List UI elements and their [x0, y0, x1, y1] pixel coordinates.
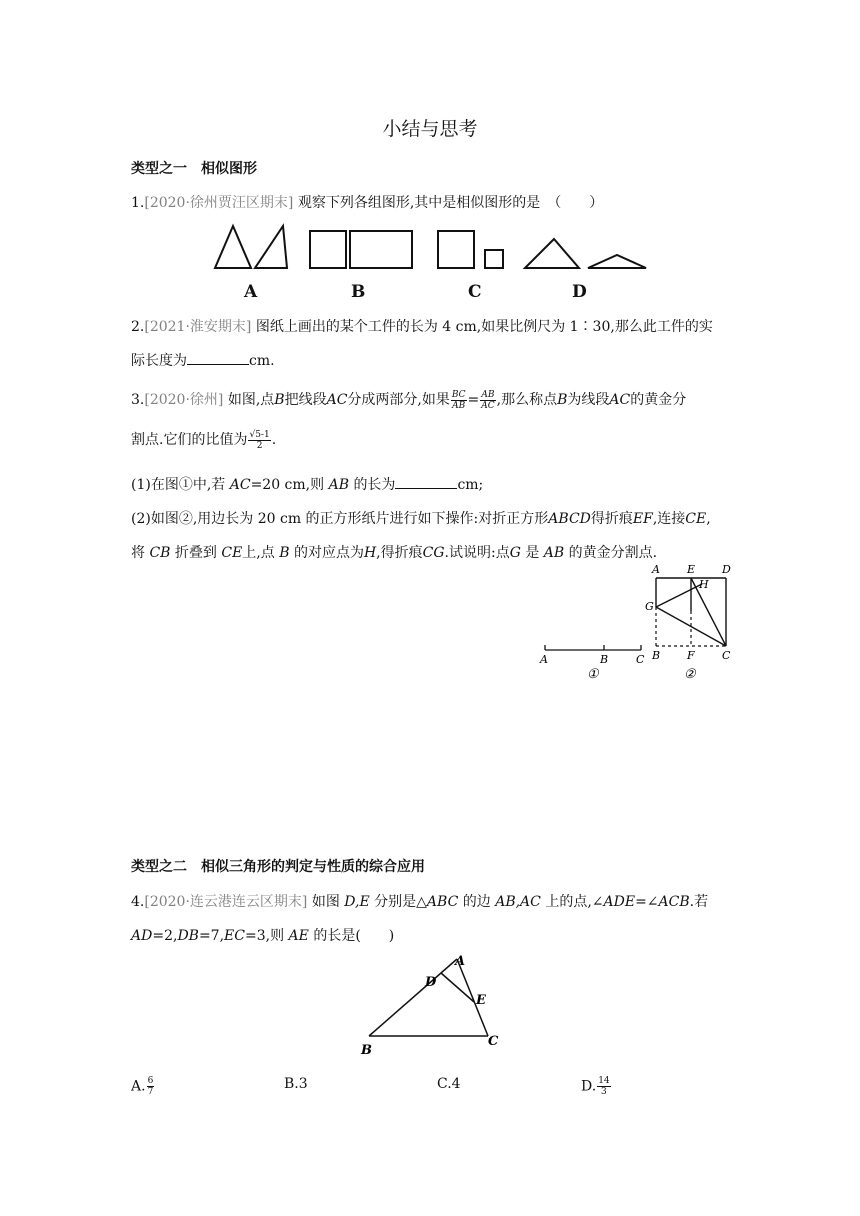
question-text: =20 cm,则	[250, 477, 325, 493]
question-3-part-1	[131, 474, 483, 494]
point-label-e: E	[687, 563, 696, 576]
var: DB	[177, 928, 199, 944]
question-text: 的长为	[353, 477, 396, 493]
question-2-line-2	[131, 350, 275, 370]
fraction-ab-ac	[480, 390, 495, 411]
var: AD	[131, 928, 153, 944]
option-a	[131, 1076, 155, 1097]
question-text: 的对应点为	[293, 545, 364, 561]
question-4-line-2	[131, 925, 394, 945]
question-3-line-1	[131, 389, 686, 411]
point-label-c: C	[722, 649, 731, 662]
point-label-b: B	[652, 649, 661, 662]
question-text: .	[271, 432, 277, 448]
figure-caption-2: ②	[684, 667, 696, 682]
question-text: 上,点	[242, 545, 275, 561]
numerator: 6	[147, 1076, 154, 1086]
numerator: √5-1	[249, 429, 270, 440]
question-text: =2,	[152, 928, 178, 944]
question-source: [2020·徐州贾汪区期末]	[144, 195, 294, 211]
var: ACB	[658, 894, 690, 910]
answer-blank	[187, 350, 249, 365]
question-text: 为线段	[567, 392, 610, 408]
question-text: 得折痕	[590, 511, 633, 527]
question-3-line-2	[131, 429, 276, 451]
question-source: [2021·淮安期末]	[144, 319, 252, 335]
question-text: 把线段	[284, 392, 327, 408]
point-label-g: G	[645, 600, 654, 613]
question-text: 分别是△	[374, 894, 427, 910]
var: ABC	[426, 894, 459, 910]
equals: =	[467, 392, 480, 408]
option-label-b: B	[351, 282, 366, 302]
question-text: 是	[525, 545, 540, 561]
question-text: 如图,点	[227, 392, 275, 408]
point-label-c: C	[488, 1034, 499, 1049]
figure-1-segment	[535, 636, 650, 684]
point-label-a: A	[455, 954, 466, 969]
var: H	[363, 545, 377, 561]
var: AE	[288, 928, 309, 944]
denominator: 7	[147, 1087, 154, 1097]
point-label-b: B	[361, 1043, 372, 1058]
point-label-c: C	[636, 653, 645, 666]
question-text: 上的点,∠	[545, 894, 604, 910]
question-text: 的黄金分割点.	[568, 545, 658, 561]
point-label-f: F	[687, 649, 695, 662]
question-number: 4.	[131, 894, 145, 910]
denominator: 3	[601, 1087, 607, 1097]
var: EC	[224, 928, 245, 944]
point-label-a: A	[540, 653, 548, 666]
q1-shapes-figure	[205, 222, 655, 278]
numerator: AB	[481, 389, 495, 400]
square-c-small	[485, 250, 503, 268]
question-text: ,连接	[652, 511, 686, 527]
question-text: ,	[706, 511, 711, 527]
var: B	[279, 545, 290, 561]
option-d	[581, 1076, 612, 1097]
question-text: .若	[689, 894, 709, 910]
option-label: A.	[131, 1078, 146, 1095]
question-text: 的黄金分	[630, 392, 687, 408]
question-text: 的长是( )	[313, 928, 395, 944]
point-label-d: D	[722, 563, 731, 576]
point-label-a: A	[652, 563, 660, 576]
triangle-a2	[255, 226, 287, 268]
point-label-e: E	[476, 993, 486, 1008]
option-label-c: C	[468, 282, 482, 302]
question-4-triangle-figure	[355, 948, 510, 1060]
question-text: =∠	[635, 894, 659, 910]
question-4-line-1	[131, 891, 708, 911]
side-ba	[369, 959, 457, 1036]
var: CE	[221, 545, 243, 561]
var: AB,AC	[495, 894, 541, 910]
question-unit: cm;	[457, 477, 484, 493]
denominator: AC	[481, 400, 495, 411]
question-text: ,那么称点	[496, 392, 558, 408]
var: AB	[543, 545, 565, 561]
var: AC	[229, 477, 251, 493]
question-text: 折叠到	[174, 545, 217, 561]
question-unit: cm.	[249, 353, 275, 369]
question-text: 割点.它们的比值为	[131, 432, 248, 448]
square-c-large	[438, 231, 474, 268]
question-number: 1.	[131, 195, 145, 211]
question-2-line-1	[131, 316, 713, 336]
question-text: 观察下列各组图形,其中是相似图形的是 （ ）	[297, 195, 604, 211]
point-label-d: D	[425, 975, 437, 990]
section-heading-1: 类型之一 相似图形	[131, 161, 257, 177]
numerator: BC	[451, 389, 466, 400]
option-fraction	[147, 1076, 155, 1097]
triangle-d1	[525, 239, 579, 268]
figure-2-square	[640, 560, 740, 684]
var: EF	[632, 511, 653, 527]
var: D,E	[344, 894, 370, 910]
var: B	[274, 392, 285, 408]
var: CG	[422, 545, 445, 561]
triangle-d2	[588, 255, 646, 268]
question-text: 分成两部分,如果	[347, 392, 450, 408]
var: AC	[326, 392, 348, 408]
question-text: ,得折痕	[376, 545, 423, 561]
var: B	[557, 392, 568, 408]
var: CE	[685, 511, 707, 527]
question-text: 图纸上画出的某个工件的长为 4 cm,如果比例尺为 1∶30,那么此工件的实	[255, 319, 713, 335]
question-text: 将	[131, 545, 145, 561]
option-label: D.	[581, 1078, 597, 1095]
option-label-d: D	[572, 282, 587, 302]
var: ADE	[603, 894, 636, 910]
var: AC	[609, 392, 631, 408]
question-text: 如图	[311, 894, 340, 910]
var: ABCD	[548, 511, 591, 527]
fraction-bc-ab	[451, 390, 467, 411]
option-label-a: A	[244, 282, 258, 302]
question-3-part-2	[131, 508, 711, 528]
section-heading-2: 类型之二 相似三角形的判定与性质的综合应用	[131, 859, 425, 875]
question-number: 3.	[131, 392, 145, 408]
triangle-a1	[215, 226, 251, 268]
page-title: 小结与思考	[382, 118, 478, 140]
question-text: .试说明:点	[444, 545, 510, 561]
denominator: 2	[256, 440, 263, 451]
option-fraction	[597, 1076, 610, 1097]
golden-ratio-fraction	[248, 430, 270, 451]
question-3-part-2-cont	[131, 542, 657, 562]
var: G	[509, 545, 521, 561]
var: CB	[149, 545, 171, 561]
option-b: B.3	[284, 1076, 308, 1092]
point-label-b: B	[600, 653, 609, 666]
question-text: =3,则	[244, 928, 285, 944]
figure-caption-1: ①	[587, 667, 599, 682]
question-text: (1)在图①中,若	[131, 477, 226, 493]
numerator: 14	[598, 1076, 610, 1086]
answer-blank	[395, 474, 457, 489]
question-source: [2020·徐州]	[144, 392, 224, 408]
question-text: 际长度为	[131, 353, 187, 369]
var: AB	[328, 477, 349, 493]
question-text: (2)如图②,用边长为 20 cm 的正方形纸片进行如下操作:对折正方形	[131, 511, 549, 527]
question-text: =7,	[198, 928, 225, 944]
rectangle-b	[350, 231, 412, 268]
question-text: 的边	[462, 894, 491, 910]
question-number: 2.	[131, 319, 145, 335]
denominator: AB	[452, 400, 466, 411]
question-source: [2020·连云港连云区期末]	[144, 894, 308, 910]
square-b	[310, 231, 346, 268]
point-label-h: H	[699, 578, 709, 591]
question-1	[131, 192, 603, 212]
option-c: C.4	[437, 1076, 461, 1092]
